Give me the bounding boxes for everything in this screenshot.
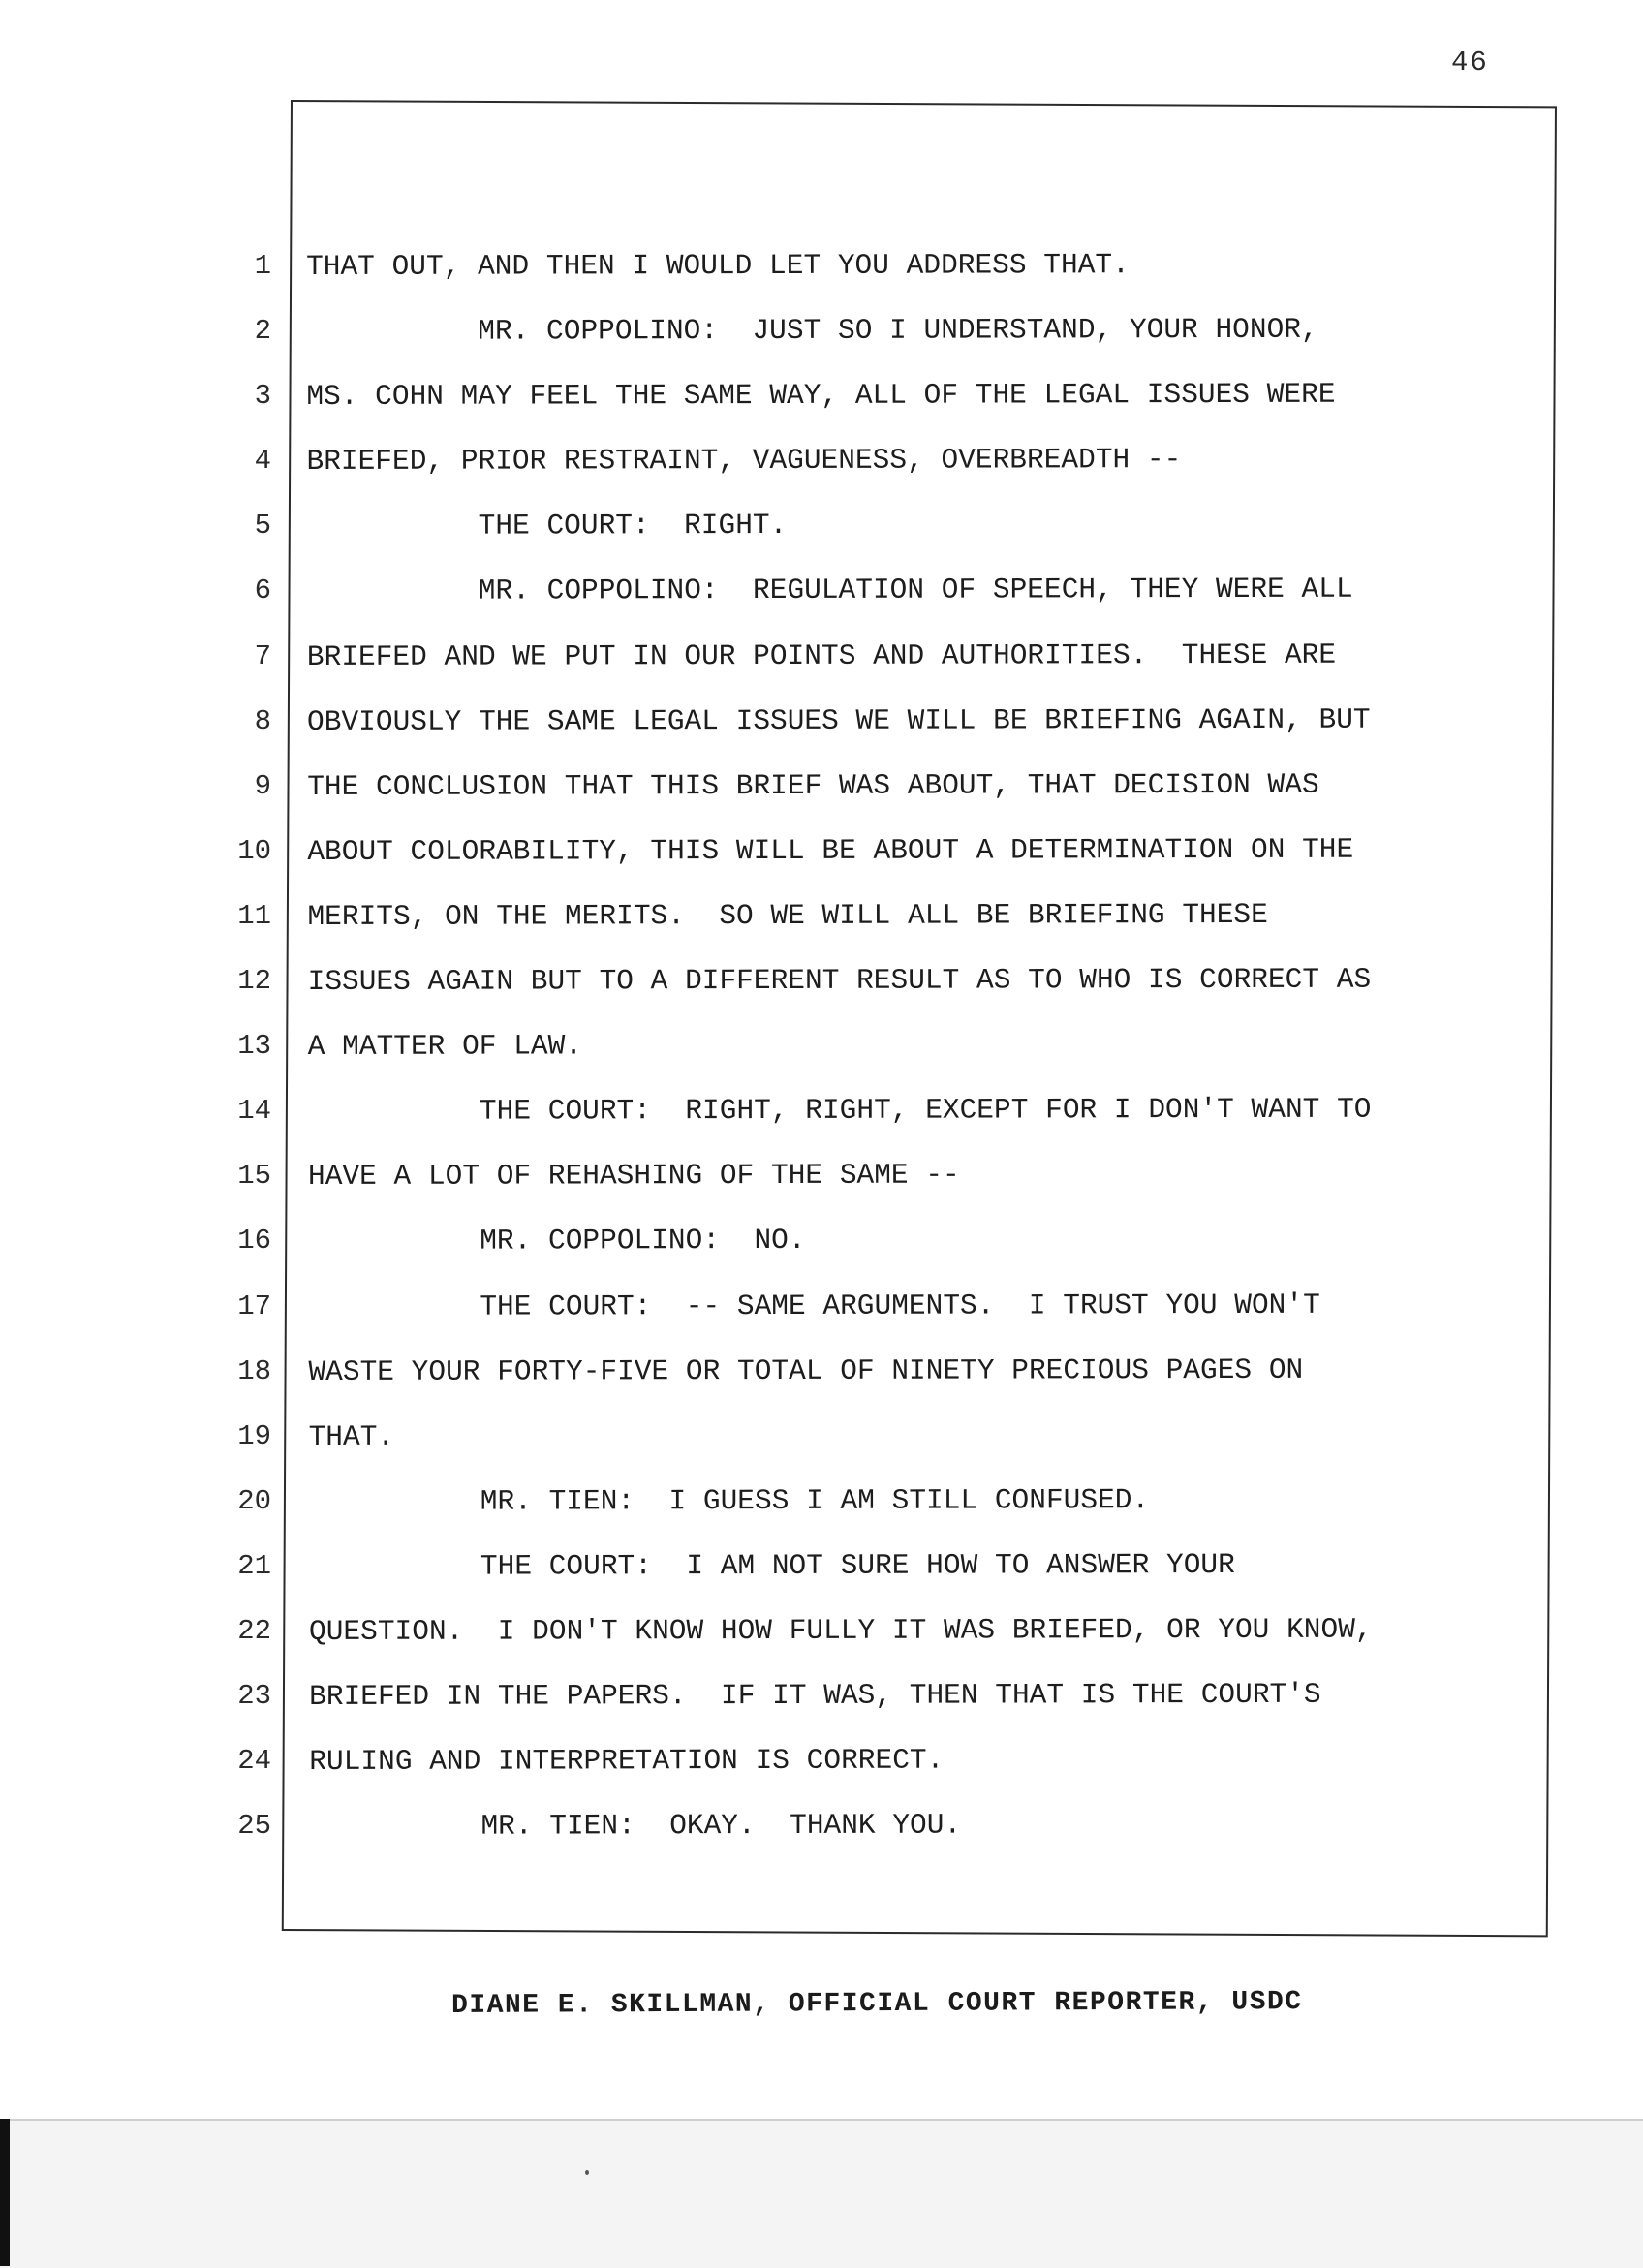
line-number: 20 bbox=[237, 1484, 271, 1517]
line-number: 19 bbox=[237, 1419, 271, 1452]
transcript-line: A MATTER OF LAW. bbox=[307, 1029, 583, 1064]
transcript-line: ISSUES AGAIN BUT TO A DIFFERENT RESULT AS TO WHO IS CORRECT AS bbox=[307, 962, 1372, 999]
line-number: 6 bbox=[254, 575, 271, 607]
line-number: 23 bbox=[237, 1680, 271, 1713]
transcript-line: MS. COHN MAY FEEL THE SAME WAY, ALL OF THE LEGAL ISSUES WERE bbox=[306, 377, 1336, 414]
line-number: 12 bbox=[237, 965, 271, 998]
transcript-line: THE COURT: RIGHT, RIGHT, EXCEPT FOR I DON'T WANT TO bbox=[307, 1092, 1372, 1129]
transcript-line: RULING AND INTERPRETATION IS CORRECT. bbox=[309, 1743, 945, 1779]
line-number: 14 bbox=[237, 1095, 271, 1128]
transcript-line: MR. COPPOLINO: REGULATION OF SPEECH, THEY WERE ALL bbox=[306, 573, 1353, 608]
transcript-line: THAT. bbox=[308, 1419, 395, 1453]
line-number: 11 bbox=[237, 899, 271, 932]
transcript-line: HAVE A LOT OF REHASHING OF THE SAME -- bbox=[307, 1158, 960, 1194]
line-number: 17 bbox=[237, 1289, 271, 1322]
court-reporter-footer: DIANE E. SKILLMAN, OFFICIAL COURT REPORTER, USDC bbox=[451, 1987, 1303, 2021]
line-number: 1 bbox=[254, 250, 271, 282]
line-number-column bbox=[194, 242, 271, 1867]
transcript-line: OBVIOUSLY THE SAME LEGAL ISSUES WE WILL BE BRIEFING AGAIN, BUT bbox=[307, 702, 1371, 738]
transcript-line: QUESTION. I DON'T KNOW HOW FULLY IT WAS BRIEFED, OR YOU KNOW, bbox=[308, 1612, 1373, 1648]
transcript-line: THE COURT: -- SAME ARGUMENTS. I TRUST YOU WON'T bbox=[308, 1288, 1320, 1323]
scanner-edge-shadow bbox=[0, 2119, 10, 2266]
transcript-line: ABOUT COLORABILITY, THIS WILL BE ABOUT A DETERMINATION ON THE bbox=[307, 832, 1354, 868]
line-number: 21 bbox=[237, 1549, 271, 1582]
line-number: 9 bbox=[254, 769, 271, 802]
transcript-line: THE COURT: I AM NOT SURE HOW TO ANSWER YOUR bbox=[308, 1547, 1235, 1583]
transcript-line: BRIEFED AND WE PUT IN OUR POINTS AND AUTHORITIES. THESE ARE bbox=[306, 637, 1337, 673]
line-number: 15 bbox=[237, 1160, 271, 1193]
transcript-line: BRIEFED, PRIOR RESTRAINT, VAGUENESS, OVERBREADTH -- bbox=[306, 443, 1182, 479]
line-number: 10 bbox=[237, 834, 271, 867]
line-number: 16 bbox=[237, 1225, 271, 1258]
scan-speck bbox=[585, 2170, 589, 2175]
line-number: 22 bbox=[237, 1614, 271, 1647]
line-number: 4 bbox=[254, 445, 271, 478]
line-number: 24 bbox=[237, 1745, 271, 1778]
line-number: 3 bbox=[254, 380, 271, 413]
transcript-line: MERITS, ON THE MERITS. SO WE WILL ALL BE BRIEFING THESE bbox=[307, 897, 1268, 933]
page-number: 46 bbox=[1451, 47, 1489, 78]
line-number: 2 bbox=[254, 315, 271, 348]
transcript-line: WASTE YOUR FORTY-FIVE OR TOTAL OF NINETY PRECIOUS PAGES ON bbox=[308, 1352, 1304, 1388]
transcript-line: THE COURT: RIGHT. bbox=[306, 509, 788, 544]
line-number: 5 bbox=[254, 510, 271, 543]
line-number: 7 bbox=[254, 639, 271, 672]
transcript-line: THE CONCLUSION THAT THIS BRIEF WAS ABOUT, THAT DECISION WAS bbox=[307, 767, 1319, 803]
line-number: 18 bbox=[237, 1354, 271, 1387]
transcript-line: THAT OUT, AND THEN I WOULD LET YOU ADDRESS THAT. bbox=[306, 248, 1130, 283]
line-number: 13 bbox=[237, 1030, 271, 1063]
line-number: 25 bbox=[237, 1810, 271, 1843]
transcript-line: MR. COPPOLINO: JUST SO I UNDERSTAND, YOUR HONOR, bbox=[306, 312, 1318, 349]
transcript-line: MR. TIEN: I GUESS I AM STILL CONFUSED. bbox=[308, 1482, 1150, 1518]
scanner-background bbox=[0, 2119, 1643, 2268]
transcript-line: BRIEFED IN THE PAPERS. IF IT WAS, THEN THAT IS THE COURT'S bbox=[309, 1677, 1321, 1714]
transcript-body bbox=[306, 239, 1560, 1867]
transcript-line: MR. COPPOLINO: NO. bbox=[308, 1224, 806, 1258]
line-number: 8 bbox=[254, 704, 271, 737]
transcript-line: MR. TIEN: OKAY. THANK YOU. bbox=[309, 1808, 962, 1844]
